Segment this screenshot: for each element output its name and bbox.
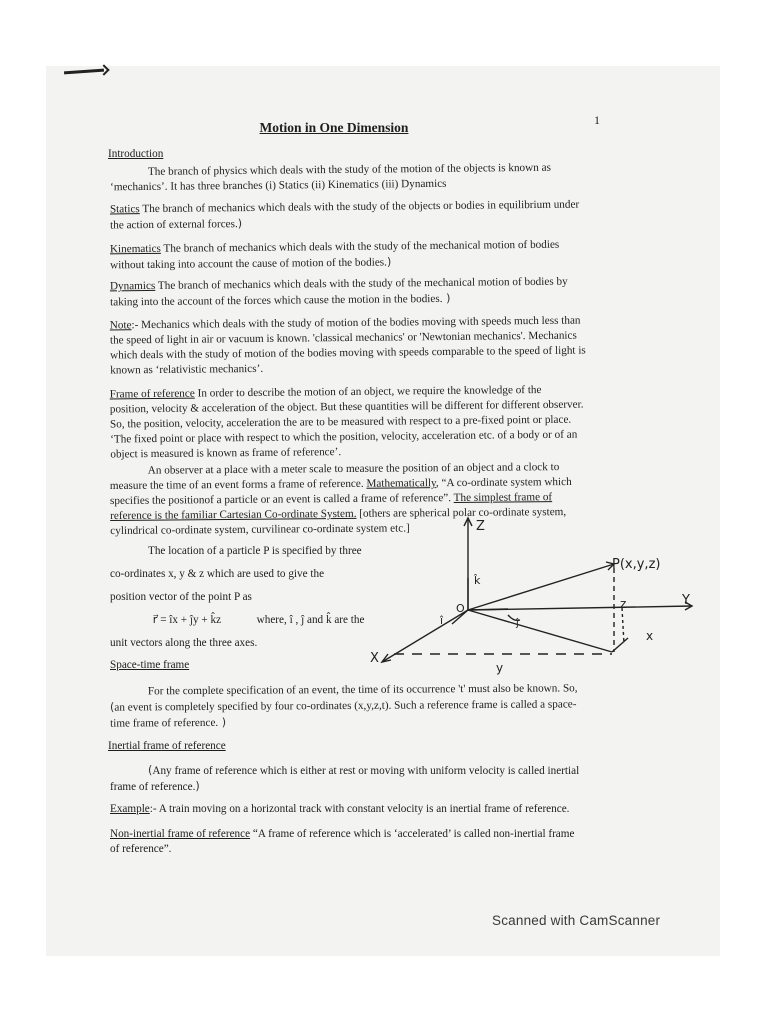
svg-text:x: x (646, 629, 654, 643)
dynamics-paragraph: Dynamics The branch of mechanics which deals with the study of the mechanical motion of bodies by taking into the account of the forces which cause the motion in the bodies. ) (109, 275, 568, 309)
position-vector-equation: r⃗ = îx + ĵy + k̂z (152, 614, 222, 626)
page-number: 1 (594, 113, 600, 127)
svg-text:P(x,y,z): P(x,y,z) (612, 557, 661, 572)
svg-text:X: X (370, 651, 379, 666)
page-title: Motion in One Dimension (259, 120, 409, 135)
svg-text:z: z (620, 597, 627, 611)
position-vector (468, 564, 614, 610)
spacetime-heading: Space-time frame (110, 659, 190, 671)
svg-text:Y: Y (682, 593, 690, 608)
note-paragraph: Note:- Mechanics which deals with the study of motion of the bodies moving with speeds much less than the speed of light in air or vacuum is known. 'classical mechanics' or 'Newtonian mechanics'. Mechanics which deals with the study of motion of the bodies moving with speeds comparable to the speed of light is known as ‘relativistic mechanics’. (109, 314, 586, 377)
coordinate-axes-diagram (360, 512, 700, 682)
statics-paragraph: Statics The branch of mechanics which deals with the study of the objects or bodies in equilibrium under the action of external forces.) (109, 198, 580, 232)
particle-paragraph: The location of a particle P is specified by three co-ordinates x, y & z which are used to give the position vector of the point P as r⃗ = îx + ĵy + k̂z where, î , ĵ and k̂ are the unit vectors along the three axes. (110, 545, 365, 649)
inertial-paragraph: (Any frame of reference which is either at rest or moving with uniform velocity is called inertial frame of reference.) (110, 764, 580, 793)
spacetime-paragraph: For the complete specification of an event, the time of its occurrence 't' must also be known. So, (an event is completely specified by four co-ordinates (x,y,z,t). Such a reference frame is called a space- time frame of reference. ) (109, 682, 578, 730)
inertial-heading: Inertial frame of reference (108, 740, 226, 752)
svg-text:O: O (456, 602, 465, 615)
noninertial-paragraph: Non-inertial frame of reference “A frame of reference which is ‘accelerated’ is called non-inertial frame of reference”. (110, 828, 575, 855)
kinematics-paragraph: Kinematics The branch of mechanics which deals with the study of the mechanical motion of bodies without taking into account the cause of motion of the bodies.) (109, 238, 560, 272)
camscanner-watermark: Scanned with CamScanner (492, 913, 661, 928)
introduction-paragraph: The branch of physics which deals with the study of the motion of the objects is known as ‘mechanics’. It has three branches (i) Statics (ii) Kinematics (iii) Dynamics (110, 161, 551, 194)
svg-text:y: y (496, 661, 504, 675)
introduction-heading: Introduction (108, 148, 164, 160)
svg-text:Z: Z (476, 519, 485, 534)
observer-paragraph: An observer at a place with a meter scale to measure the position of an object and a clock to measure the time of an event forms a frame of reference. Mathematically, “A co-ordinate system which specifies the positionof a particle or an event is called a frame of reference”. The simplest frame of reference is the familiar Cartesian Co-ordinate System. [others are spherical polar co-ordinate system, cylindrical co-ordinate system, curvilinear co-ordinate system etc.] (109, 461, 572, 538)
svg-text:î: î (440, 614, 444, 627)
svg-text:k̂: k̂ (474, 574, 481, 587)
example-paragraph: Example:- A train moving on a horizontal track with constant velocity is an inertial frame of reference. (110, 803, 570, 815)
frame-of-reference-paragraph: Frame of reference In order to describe the motion of an object, we require the knowledge of the position, velocity & acceleration of the object. But these quantities will be different for different observer. So, the position, velocity, acceleration the are to be measured with respect to a pre-fixed point or place. ‘The fixed point or place with respect to which the position, velocity, acceleration etc. of a body or of an object is measured is known as frame of reference’. (109, 383, 584, 461)
svg-text:ĵ: ĵ (516, 618, 519, 629)
